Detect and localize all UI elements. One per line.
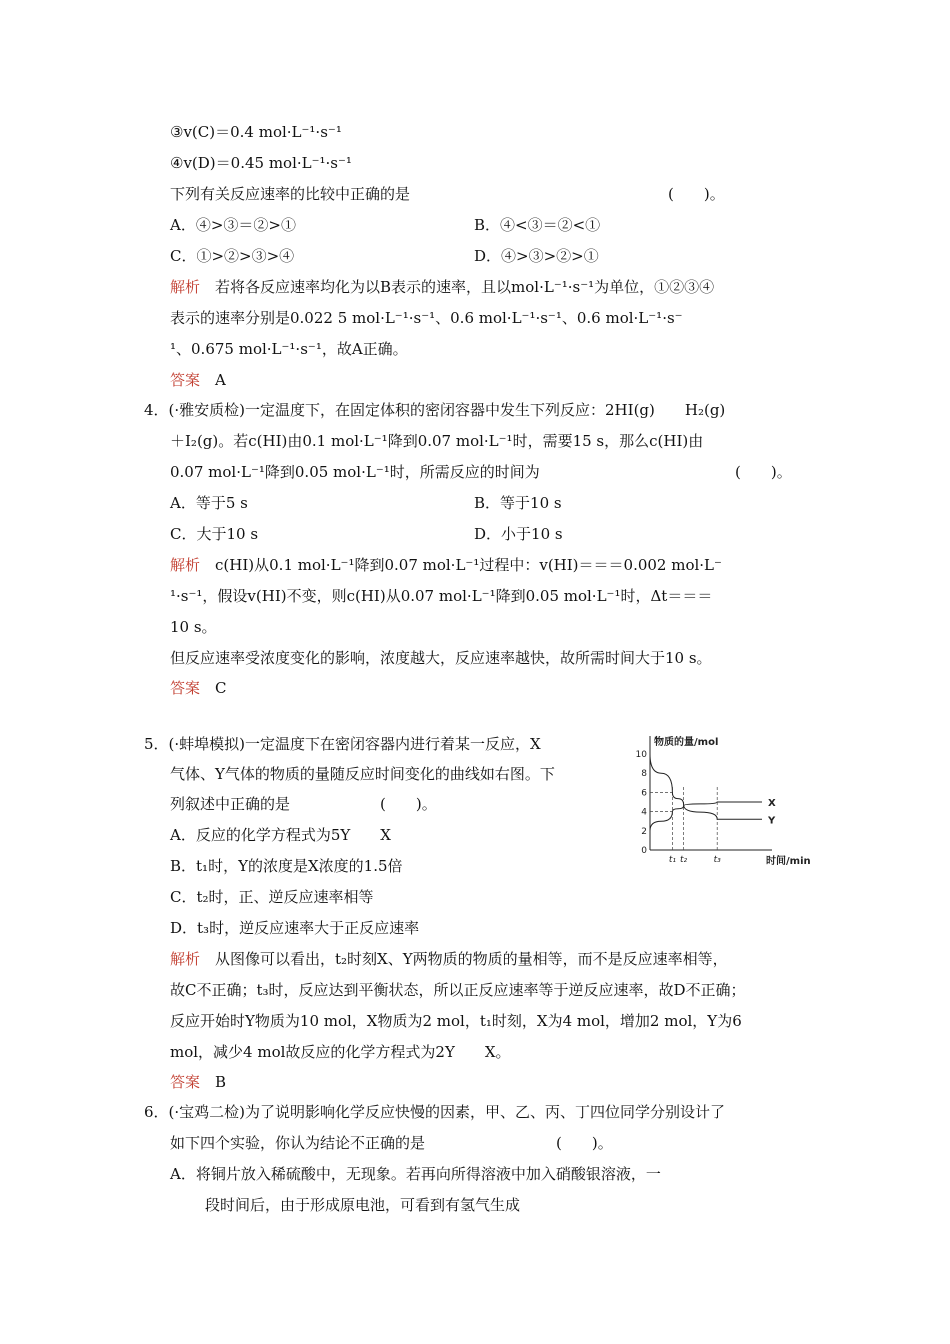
question-5: 5．(·蚌埠模拟)一定温度下在密闭容器内进行着某一反应，X	[144, 735, 541, 753]
analysis	[170, 948, 728, 970]
answer	[170, 677, 227, 699]
option-c: C．①>②>③>④	[170, 247, 295, 265]
chart-labels	[654, 735, 811, 867]
option-a: A．④>③＝②>①	[170, 216, 296, 234]
option-a: A．反应的化学方程式为5Y X	[170, 826, 391, 844]
analysis-text: 反应开始时Y物质为10 mol，X物质为2 mol，t₁时刻，X为4 mol，增加2 mol，Y为6	[170, 1012, 742, 1030]
question-6: 6．(·宝鸡二检)为了说明影响化学反应快慢的因素，甲、乙、丙、丁四位同学分别设计了	[144, 1103, 726, 1121]
y-tick-label: 2	[641, 826, 647, 837]
option-c: C．大于10 s	[170, 525, 259, 543]
option-b: B．t₁时，Y的浓度是X浓度的1.5倍	[170, 857, 403, 875]
option-a: A．将铜片放入稀硫酸中，无现象。若再向所得溶液中加入硝酸银溶液，一	[170, 1165, 661, 1183]
analysis	[170, 554, 722, 576]
answer-tag: 答案	[170, 371, 201, 389]
option-d: D．t₃时，逆反应速率大于正反应速率	[170, 919, 420, 937]
x-tick-label: t₂	[680, 855, 688, 865]
text-line: ③v(C)＝0.4 mol·L⁻¹·s⁻¹	[170, 123, 342, 141]
analysis-text: mol，减少4 mol故反应的化学方程式为2Y X。	[170, 1043, 511, 1061]
question-stem: 0.07 mol·L⁻¹降到0.05 mol·L⁻¹时，所需反应的时间为	[170, 463, 540, 481]
chart-ticks	[636, 750, 722, 865]
y-axis-label: 物质的量/mol	[654, 737, 719, 748]
y-tick-label: 10	[635, 750, 647, 760]
y-tick-label: 6	[641, 788, 647, 799]
answer	[170, 1071, 226, 1093]
answer-tag: 答案	[170, 679, 201, 697]
analysis-text: ¹·s⁻¹，假设v(HI)不变，则c(HI)从0.07 mol·L⁻¹降到0.05 mol·L⁻¹时，Δt＝＝＝	[170, 587, 713, 605]
analysis-text: 表示的速率分别是0.022 5 mol·L⁻¹·s⁻¹、0.6 mol·L⁻¹·s⁻¹、0.6 mol·L⁻¹·s⁻	[170, 309, 683, 327]
series-label-x: X	[768, 798, 776, 809]
answer-value: C	[200, 679, 227, 697]
analysis-tag: 解析	[170, 556, 201, 574]
question-stem: 如下四个实验，你认为结论不正确的是	[170, 1134, 426, 1152]
option-d: D．小于10 s	[474, 525, 563, 543]
question-4: 4．(·雅安质检)一定温度下，在固定体积的密闭容器中发生下列反应：2HI(g) H₂(g)	[144, 401, 726, 419]
y-tick-label: 4	[641, 807, 647, 818]
x-tick-label: t₃	[713, 855, 721, 865]
answer-blank: ( )。	[735, 463, 792, 481]
x-axis-label: 时间/min	[766, 856, 811, 867]
answer-value: B	[200, 1073, 227, 1091]
analysis-text: c(HI)从0.1 mol·L⁻¹降到0.07 mol·L⁻¹过程中：v(HI)＝＝＝0.002 mol·L⁻	[200, 556, 722, 574]
question-stem: 气体、Y气体的物质的量随反应时间变化的曲线如右图。下	[170, 765, 555, 783]
option-c: C．t₂时，正、逆反应速率相等	[170, 888, 374, 906]
option-a-continued: 段时间后，由于形成原电池，可看到有氢气生成	[205, 1196, 521, 1214]
analysis-tag: 解析	[170, 278, 201, 296]
series-label-y: Y	[768, 815, 776, 827]
answer-blank: ( )。	[668, 185, 725, 203]
answer-blank: ( )。	[380, 795, 437, 813]
chart-axes	[650, 736, 772, 850]
analysis-text: 故C不正确；t₃时，反应达到平衡状态，所以正反应速率等于逆反应速率，故D不正确；	[170, 981, 746, 999]
analysis-text: 若将各反应速率均化为以B表示的速率，且以mol·L⁻¹·s⁻¹为单位，①②③④	[200, 278, 715, 296]
option-a: A．等于5 s	[170, 494, 248, 512]
x-tick-label: t₁	[668, 855, 676, 865]
analysis	[170, 276, 714, 298]
analysis-text: 从图像可以看出，t₂时刻X、Y两物质的物质的量相等，而不是反应速率相等，	[200, 950, 728, 968]
series-line-y	[650, 754, 762, 819]
analysis-text: ¹、0.675 mol·L⁻¹·s⁻¹，故A正确。	[170, 340, 408, 358]
answer-tag: 答案	[170, 1073, 201, 1091]
option-b: B．④<③＝②<①	[474, 216, 601, 234]
analysis-text: 10 s。	[170, 618, 217, 636]
analysis-text: 但反应速率受浓度变化的影响，浓度越大，反应速率越快，故所需时间大于10 s。	[170, 649, 712, 667]
series-line-x	[650, 802, 762, 831]
answer-blank: ( )。	[556, 1134, 613, 1152]
option-d: D．④>③>②>①	[474, 247, 599, 265]
answer	[170, 369, 226, 391]
analysis-tag: 解析	[170, 950, 201, 968]
question-stem: 列叙述中正确的是	[170, 795, 291, 813]
y-tick-label: 0	[641, 846, 647, 856]
question-stem: 下列有关反应速率的比较中正确的是	[170, 185, 411, 203]
chart-guides	[650, 787, 717, 850]
amount-time-chart	[630, 728, 811, 868]
answer-value: A	[200, 371, 226, 389]
y-tick-label: 8	[641, 769, 647, 780]
option-b: B．等于10 s	[474, 494, 562, 512]
text-line: ④v(D)＝0.45 mol·L⁻¹·s⁻¹	[170, 154, 352, 172]
question-stem: ＋I₂(g)。若c(HI)由0.1 mol·L⁻¹降到0.07 mol·L⁻¹时，需要15 s，那么c(HI)由	[170, 432, 704, 450]
